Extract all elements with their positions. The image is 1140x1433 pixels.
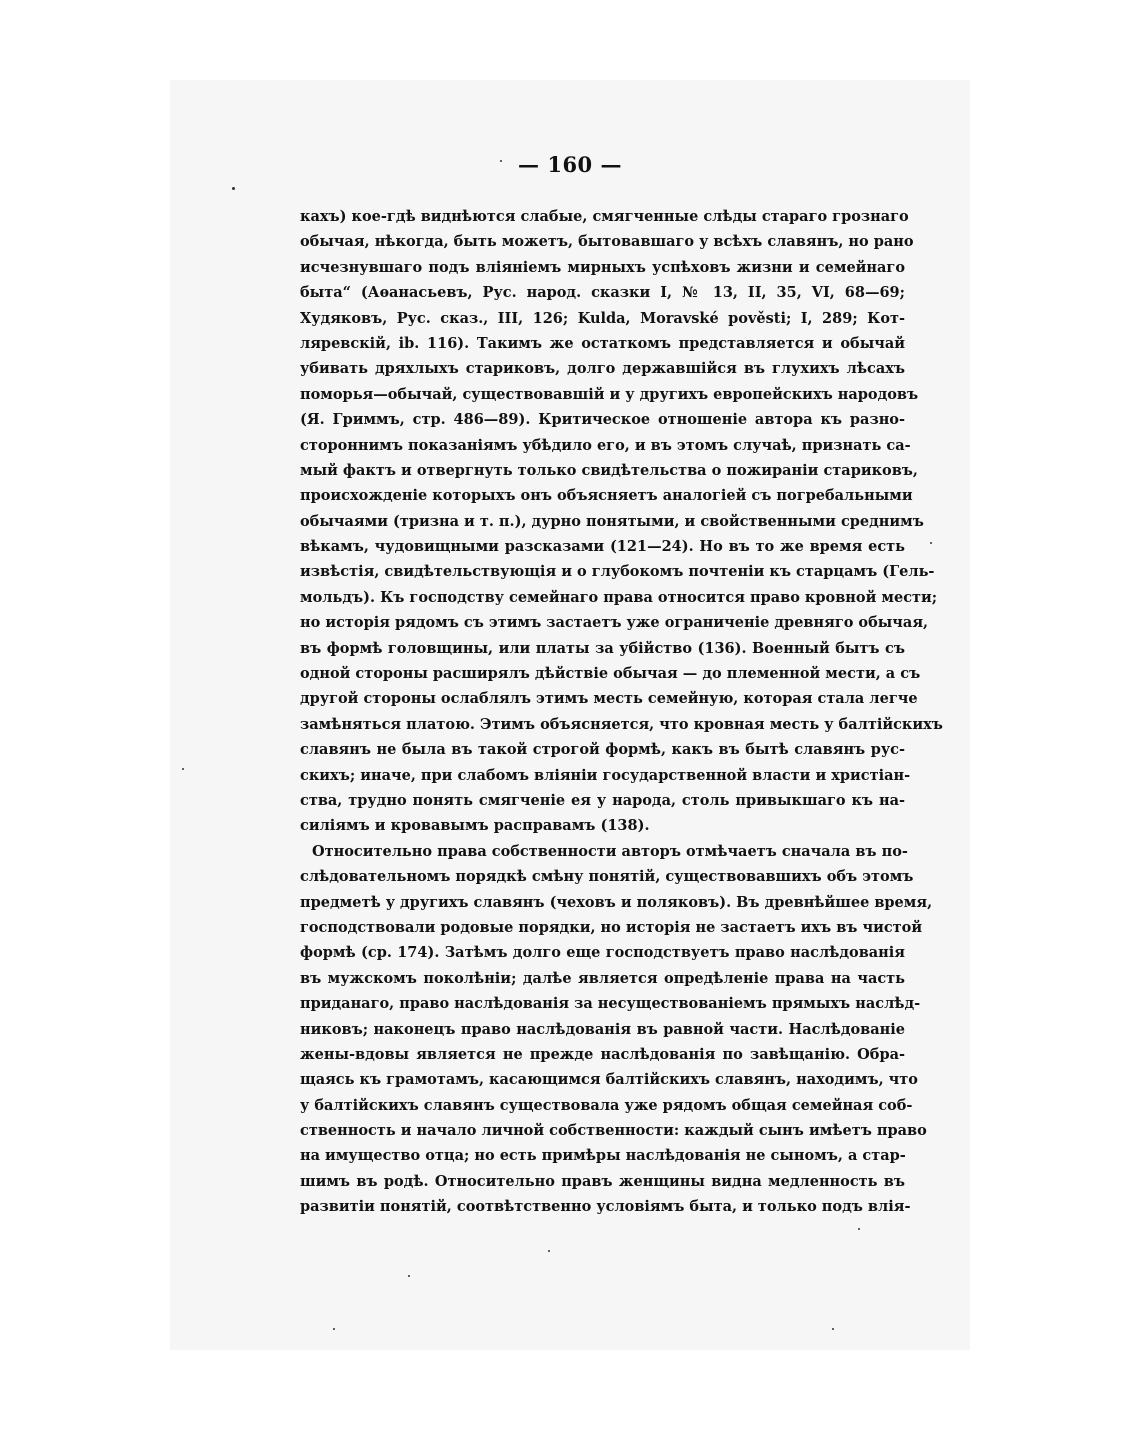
text-line: исчезнувшаго подъ вліяніемъ мирныхъ успѣховъ жизни и семейнаго <box>300 258 905 276</box>
text-line: поморья—обычай, существовавшій и у другихъ европейскихъ народовъ <box>300 385 919 403</box>
text-line: развитіи понятій, соотвѣтственно условіямъ быта, и только подъ влія- <box>300 1198 911 1216</box>
text-line: одной стороны расширялъ дѣйствіе обычая — до племенной мести, а съ <box>300 665 921 683</box>
text-line: быта“ (Аѳанасьевъ, Рус. народ. сказки I, № 13, II, 35, VI, 68—69; <box>300 284 905 302</box>
text-line: славянъ не была въ такой строгой формѣ, какъ въ бытѣ славянъ рус- <box>300 741 905 759</box>
text-line: шимъ въ родѣ. Относительно правъ женщины видна медленность въ <box>300 1172 905 1190</box>
scan-speck <box>333 1328 335 1330</box>
text-line: кахъ) кое-гдѣ виднѣются слабые, смягченные слѣды стараго грознаго <box>300 208 909 225</box>
text-line: на имущество отца; но есть примѣры наслѣдованія не сыномъ, а стар- <box>300 1147 906 1165</box>
paragraph-2 <box>300 839 933 1220</box>
text-line: стороннимъ показаніямъ убѣдило его, и въ этомъ случаѣ, признать са- <box>300 436 911 454</box>
text-line: щаясь къ грамотамъ, касающимся балтійскихъ славянъ, находимъ, что <box>300 1071 918 1089</box>
text-line: формѣ (ср. 174). Затѣмъ долго еще господствуетъ право наслѣдованія <box>300 944 905 962</box>
paragraph-1 <box>300 204 943 839</box>
text-line: но исторія рядомъ съ этимъ застаетъ уже ограниченіе древняго обычая, <box>300 614 929 632</box>
page-number: — 160 — <box>518 152 622 177</box>
text-line: силіямъ и кровавымъ расправамъ (138). <box>300 817 650 835</box>
text-line: господствовали родовые порядки, но исторія не застаетъ ихъ въ чистой <box>300 918 923 936</box>
text-line: мольдъ). Къ господству семейнаго права относится право кровной мести; <box>300 588 938 606</box>
text-line: Относительно права собственности авторъ отмѣчаетъ сначала въ по- <box>312 842 908 860</box>
text-line: жены-вдовы является не прежде наслѣдованія по завѣщанію. Обра- <box>300 1045 905 1063</box>
text-line: приданаго, право наслѣдованія за несуществованіемъ прямыхъ наслѣд- <box>300 995 921 1013</box>
text-line: вѣкамъ, чудовищными разсказами (121—24). Но въ то же время есть <box>300 538 905 556</box>
text-line: (Я. Гриммъ, стр. 486—89). Критическое отношеніе автора къ разно- <box>300 411 905 429</box>
body-text <box>300 204 943 1220</box>
text-line: Худяковъ, Рус. сказ., III, 126; Kulda, Moravské pověsti; I, 289; Кот- <box>300 309 905 327</box>
scan-speck <box>930 542 932 544</box>
text-line: ственность и начало личной собственности: каждый сынъ имѣетъ право <box>300 1122 927 1140</box>
scan-speck <box>182 768 184 770</box>
scan-speck <box>858 1228 860 1230</box>
text-line: скихъ; иначе, при слабомъ вліяніи государственной власти и христіан- <box>300 766 911 784</box>
scan-speck <box>832 1328 834 1330</box>
text-line: другой стороны ослаблялъ этимъ месть семейную, которая стала легче <box>300 690 918 708</box>
text-line: слѣдовательномъ порядкѣ смѣну понятій, существовавшихъ объ этомъ <box>300 868 914 886</box>
text-line: ства, трудно понять смягченіе ея у народа, столь привыкшаго къ на- <box>300 791 905 809</box>
text-line: происхожденіе которыхъ онъ объясняетъ аналогіей съ погребальными <box>300 487 913 505</box>
scan-speck <box>408 1275 410 1277</box>
scan-speck <box>232 187 235 190</box>
text-line: въ мужскомъ поколѣніи; далѣе является опредѣленіе права на часть <box>300 969 905 987</box>
text-line: извѣстія, свидѣтельствующія и о глубокомъ почтеніи къ старцамъ (Гель- <box>300 563 935 581</box>
text-line: никовъ; наконецъ право наслѣдованія въ равной части. Наслѣдованіе <box>300 1020 905 1038</box>
text-line: предметѣ у другихъ славянъ (чеховъ и поляковъ). Въ древнѣйшее время, <box>300 893 933 911</box>
text-line: обычаями (тризна и т. п.), дурно понятыми, и свойственными среднимъ <box>300 512 924 530</box>
text-line: мый фактъ и отвергнуть только свидѣтельства о пожираніи стариковъ, <box>300 461 918 479</box>
text-line: въ формѣ головщины, или платы за убійство (136). Военный бытъ съ <box>300 639 905 657</box>
text-line: ляревскій, ib. 116). Такимъ же остаткомъ представляется и обычай <box>300 334 905 352</box>
text-line: убивать дряхлыхъ стариковъ, долго державшійся въ глухихъ лѣсахъ <box>300 360 905 378</box>
scan-speck <box>548 1250 550 1252</box>
text-line: обычая, нѣкогда, быть можетъ, бытовавшаго у всѣхъ славянъ, но рано <box>300 233 914 251</box>
scan-speck <box>500 160 502 162</box>
text-line: у балтійскихъ славянъ существовала уже рядомъ общая семейная соб- <box>300 1096 913 1114</box>
text-line: замѣняться платою. Этимъ объясняется, что кровная месть у балтійскихъ <box>300 715 943 733</box>
